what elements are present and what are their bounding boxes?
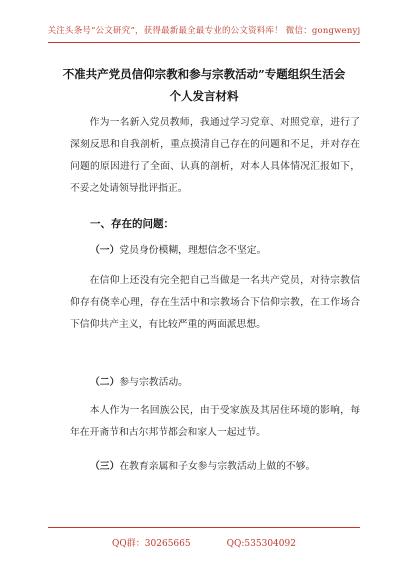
- document-subtitle: 个人发言材料: [169, 89, 239, 103]
- item-2-number: （二）: [90, 377, 120, 388]
- item-1-title: 党员身份模糊，理想信念不坚定。: [119, 245, 267, 256]
- item-3-heading: [90, 458, 315, 472]
- item-2-title: 参与宗教活动。: [119, 377, 188, 388]
- section-heading-problems: 一、存在的问题：: [90, 218, 174, 230]
- item-1-number: （一）: [90, 245, 120, 256]
- header-promo-note: 关注头条号“公文研究”，获得最新最全最专业的公文资料库！ 微信：gongwenyj: [47, 26, 361, 36]
- header-divider: [48, 42, 360, 43]
- item-1-heading: [90, 242, 266, 256]
- item-3-number: （三）: [90, 461, 120, 472]
- footer-contact: [0, 536, 408, 549]
- document-title: 不准共产党员信仰宗教和参与宗教活动”专题组织生活会: [62, 67, 346, 81]
- footer-divider: [48, 527, 360, 528]
- item-2-body: 本人作为一名回族公民，由于受家族及其居住环境的影响，每年在开斋节和古尔邦节都会和家人一起过节。: [70, 405, 360, 438]
- footer-qq-group: QQ群：30265665: [112, 539, 191, 549]
- item-3-title: 在教育亲属和子女参与宗教活动上做的不够。: [119, 461, 316, 472]
- footer-qq: QQ:535304092: [226, 539, 296, 549]
- item-1-body: 在信仰上还没有完全把自己当做是一名共产党员，对待宗教信仰存有侥幸心理，存在生活中和宗教场合下信仰宗教，在工作场合下信仰共产主义，有比较严重的两面派思想。: [70, 275, 360, 330]
- intro-paragraph: 作为一名新入党员教师，我通过学习党章、对照党章，进行了深刻反思和自我剖析，重点摸清自己存在的问题和不足，并对存在问题的原因进行了全面、认真的剖析，对本人具体情况汇报如下，不妥之处请领导批评指正。: [70, 117, 360, 194]
- item-2-heading: [90, 374, 188, 388]
